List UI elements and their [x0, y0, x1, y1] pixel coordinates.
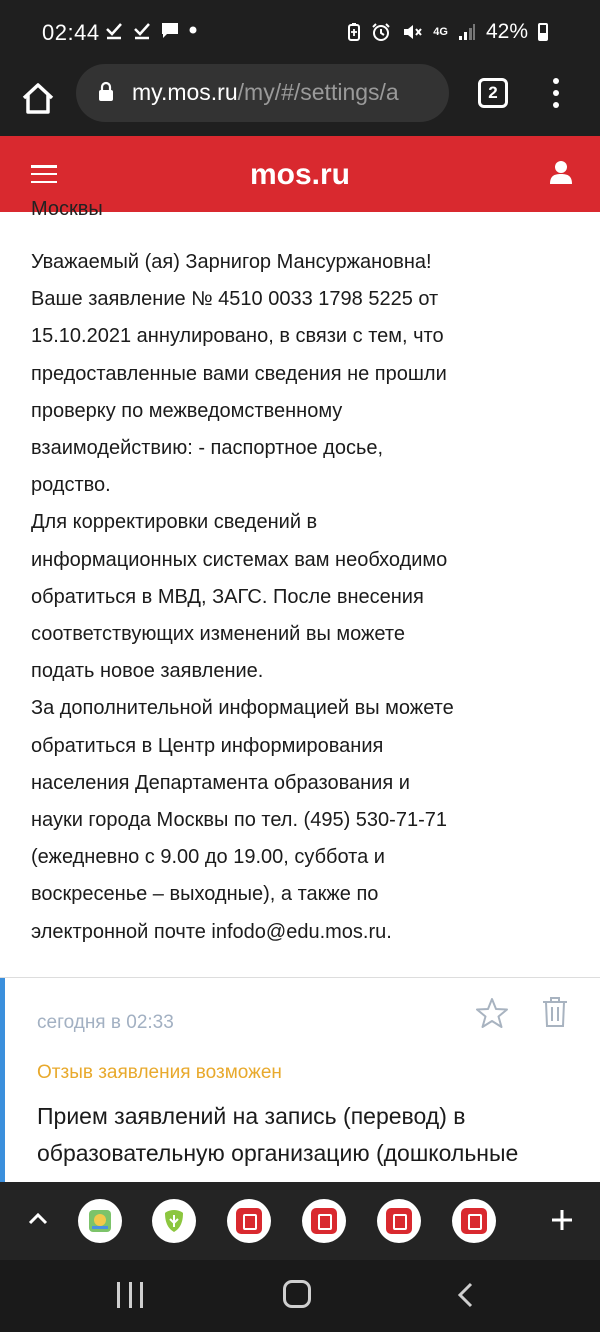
back-icon[interactable]	[455, 1281, 475, 1309]
message-line: Уважаемый (ая) Зарнигор Мансуржановна!	[31, 251, 432, 273]
system-icons	[347, 20, 548, 44]
message-line: соответствующих изменений вы можете	[31, 623, 405, 646]
home-icon[interactable]	[20, 78, 56, 118]
site-logo-title[interactable]: mos.ru	[249, 158, 351, 191]
mos-shortcut-icon[interactable]	[227, 1199, 271, 1243]
card-accent-bar	[0, 978, 5, 1188]
star-icon[interactable]	[475, 996, 509, 1030]
address-bar[interactable]	[76, 64, 449, 122]
battery-icon	[538, 23, 548, 41]
battery-saver-icon	[347, 22, 361, 42]
card-status: Отзыв заявления возможен	[37, 1062, 282, 1083]
card-title-line: образовательную организацию (дошкольные	[37, 1140, 519, 1166]
message-line: взаимодействию: - паспортное досье,	[31, 437, 384, 460]
mos-logo-icon	[386, 1208, 412, 1234]
shield-leaf-icon	[160, 1207, 188, 1235]
card-title	[37, 1098, 577, 1172]
message-line: Ваше заявление № 4510 0033 1798 5225 от	[31, 288, 439, 311]
message-line: проверку по межведомственному	[31, 399, 343, 422]
app-shortcut-icon[interactable]	[78, 1199, 122, 1243]
more-menu-icon[interactable]	[548, 78, 564, 108]
message-line: воскресенье – выходные), а также по	[31, 883, 379, 906]
card-date: сегодня в 02:33	[37, 1012, 174, 1033]
tabs-button[interactable]: 2	[478, 78, 508, 108]
message-line: Для корректировки сведений в	[31, 511, 318, 534]
signal-icon	[458, 22, 476, 42]
mos-logo-icon	[311, 1208, 337, 1234]
chat-icon	[160, 20, 180, 40]
notification-content	[0, 198, 600, 1182]
network-type: 4G	[433, 26, 448, 38]
mos-logo-icon	[236, 1208, 262, 1234]
battery-percent: 42%	[485, 20, 528, 43]
home-nav-icon[interactable]	[283, 1280, 311, 1308]
application-card[interactable]	[0, 978, 600, 1188]
message-line: За дополнительной информацией вы можете	[31, 697, 454, 720]
plus-icon[interactable]	[550, 1208, 574, 1232]
url-domain: my.mos.ru	[132, 79, 238, 105]
dot-icon	[188, 20, 198, 40]
message-line: родство.	[31, 474, 111, 497]
mos-logo-icon	[461, 1208, 487, 1234]
mute-icon	[401, 22, 423, 42]
lock-icon	[98, 82, 114, 102]
user-icon[interactable]	[548, 160, 574, 186]
message-cut-line: Москвы	[31, 198, 103, 220]
message-line: подать новое заявление.	[31, 660, 264, 683]
notification-icons	[104, 20, 198, 40]
mos-shortcut-icon[interactable]	[302, 1199, 346, 1243]
message-line: 15.10.2021 аннулировано, в связи с тем, что	[31, 325, 444, 348]
check-icon	[104, 20, 124, 40]
message-line: населения Департамента образования и	[31, 771, 410, 794]
alarm-icon	[371, 22, 391, 42]
message-line: (ежедневно с 9.00 до 19.00, суббота и	[31, 846, 385, 869]
recent-apps-icon[interactable]	[117, 1282, 143, 1308]
message-line: обратиться в МВД, ЗАГС. После внесения	[31, 585, 424, 608]
app-shortcut-icon[interactable]	[152, 1199, 196, 1243]
message-line: науки города Москвы по тел. (495) 530-71-71	[31, 809, 447, 832]
system-nav-bar	[0, 1260, 600, 1332]
status-bar	[0, 0, 600, 64]
notification-message	[31, 244, 571, 951]
shortcut-bar	[0, 1182, 600, 1260]
trash-icon[interactable]	[540, 995, 570, 1029]
chevron-up-icon[interactable]	[26, 1210, 50, 1226]
app-shortcut-icon	[87, 1208, 113, 1234]
mos-shortcut-icon[interactable]	[377, 1199, 421, 1243]
message-line: предоставленные вами сведения не прошли	[31, 362, 447, 385]
mos-shortcut-icon[interactable]	[452, 1199, 496, 1243]
url-path: /my/#/settings/a	[237, 79, 399, 105]
card-title-line: Прием заявлений на запись (перевод) в	[37, 1103, 466, 1129]
check-icon	[132, 20, 152, 40]
message-line: электронной почте infodo@edu.mos.ru.	[31, 920, 392, 943]
status-time: 02:44	[42, 20, 100, 45]
url-text	[132, 79, 399, 106]
message-line: обратиться в Центр информирования	[31, 734, 384, 757]
browser-toolbar	[0, 64, 600, 136]
message-line: информационных системах вам необходимо	[31, 548, 448, 571]
